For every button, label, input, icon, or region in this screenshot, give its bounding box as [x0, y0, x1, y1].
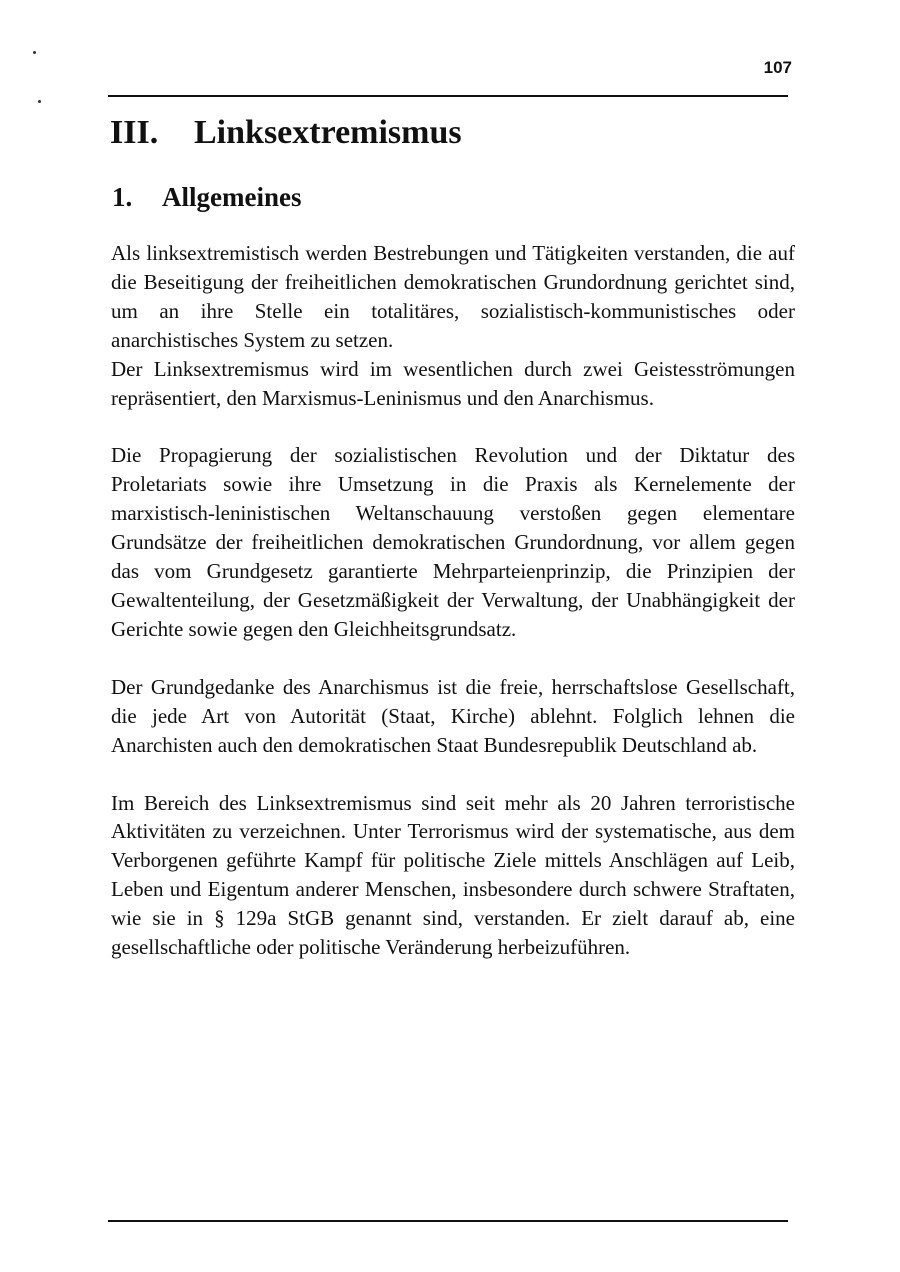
scan-speck — [33, 51, 36, 54]
page-number: 107 — [763, 58, 792, 77]
section-heading — [112, 180, 301, 214]
paragraph-terrorism: Im Bereich des Linksextremismus sind seit mehr als 20 Jahren terroristische Aktivitäten zu verzeichnen. Unter Terrorismus wird der systematische, aus dem Verborgenen geführte Kampf für politische Ziele mittels Anschlägen auf Leib, Leben und Eigentum anderer Menschen, insbesondere durch schwere Straftaten, wie sie in § 129a StGB genannt sind, verstanden. Er zielt darauf ab, eine gesellschaftliche oder politische Veränderung herbeizuführen. — [111, 790, 795, 960]
section-title: Allgemeines — [162, 182, 302, 212]
footer-rule — [108, 1220, 788, 1222]
chapter-heading — [110, 112, 462, 154]
scan-speck — [38, 100, 41, 103]
body-text — [111, 239, 795, 991]
chapter-title: Linksextremismus — [194, 114, 462, 151]
paragraph-currents: Der Linksextremismus wird im wesentlichen durch zwei Geistesströmungen repräsentiert, den Marxismus-Leninismus und den Anarchismus. — [111, 356, 795, 410]
section-number: 1. — [112, 182, 133, 212]
paragraph-marxism-leninism: Die Propagierung der sozialistischen Revolution und der Diktatur des Proletariats sowie ihre Umsetzung in die Praxis als Kernelemente der marxistisch-leninistischen Weltanschauung verstoßen gegen elementare Grundsätze der freiheitlichen demokratischen Grundordnung, vor allem gegen das vom Grundgesetz garantierte Mehrparteienprinzip, die Prinzipien der Gewaltenteilung, der Gesetzmäßigkeit der Verwaltung, der Unabhängigkeit der Gerichte sowie gegen den Gleichheitsgrundsatz. — [111, 443, 795, 641]
header-rule — [108, 95, 788, 97]
paragraph-definition: Als linksextremistisch werden Bestrebungen und Tätigkeiten verstanden, die auf die Beseitigung der freiheitlichen demokratischen Grundordnung gerichtet sind, um an ihre Stelle ein totalitäres, sozialistisch-kommunistisches oder anarchistisches System zu setzen. — [111, 241, 795, 352]
paragraph-anarchism: Der Grundgedanke des Anarchismus ist die freie, herrschaftslose Gesellschaft, die jede Art von Autorität (Staat, Kirche) ablehnt. Folglich lehnen die Anarchisten auch den demokratischen Staat Bundesrepublik Deutschland ab. — [111, 674, 795, 757]
chapter-number: III. — [110, 114, 159, 151]
